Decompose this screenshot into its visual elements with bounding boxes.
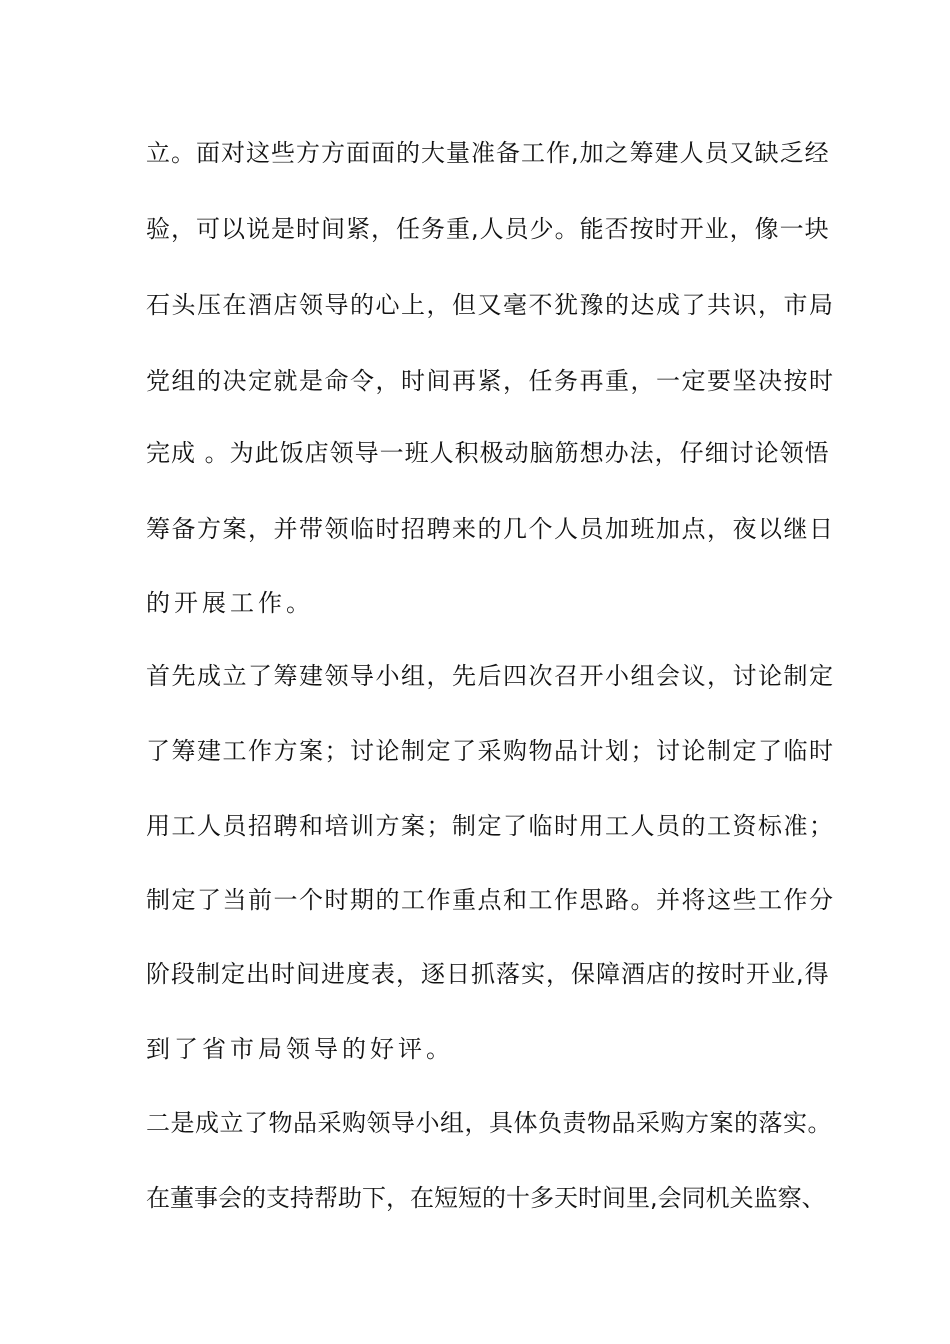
text-line: 立。面对这些方方面面的大量准备工作,加之筹建人员又缺乏经 [146,139,830,167]
text-line: 验，可以说是时间紧，任务重,人员少。能否按时开业，像一块 [146,215,830,243]
text-line: 首先成立了筹建领导小组，先后四次召开小组会议，讨论制定 [146,662,835,690]
text-line: 制定了当前一个时期的工作重点和工作思路。并将这些工作分 [146,886,835,914]
text-line: 阶段制定出时间进度表，逐日抓落实，保障酒店的按时开业,得 [146,960,830,988]
text-line: 到了省市局领导的好评。 [146,1035,454,1063]
text-line: 石头压在酒店领导的心上，但又毫不犹豫的达成了共识，市局 [146,291,835,319]
text-line: 在董事会的支持帮助下，在短短的十多天时间里,会同机关监察、 [146,1184,826,1212]
text-line: 完成 。为此饭店领导一班人积极动脑筋想办法，仔细讨论领悟 [146,439,830,467]
text-line: 二是成立了物品采购领导小组，具体负责物品采购方案的落实。 [146,1109,832,1137]
text-line: 的开展工作。 [146,589,314,617]
text-line: 筹备方案，并带领临时招聘来的几个人员加班加点，夜以继日 [146,515,835,543]
text-line: 用工人员招聘和培训方案；制定了临时用工人员的工资标准； [146,812,835,840]
text-line: 了筹建工作方案；讨论制定了采购物品计划；讨论制定了临时 [146,737,835,765]
text-line: 党组的决定就是命令，时间再紧，任务再重，一定要坚决按时 [146,367,835,395]
